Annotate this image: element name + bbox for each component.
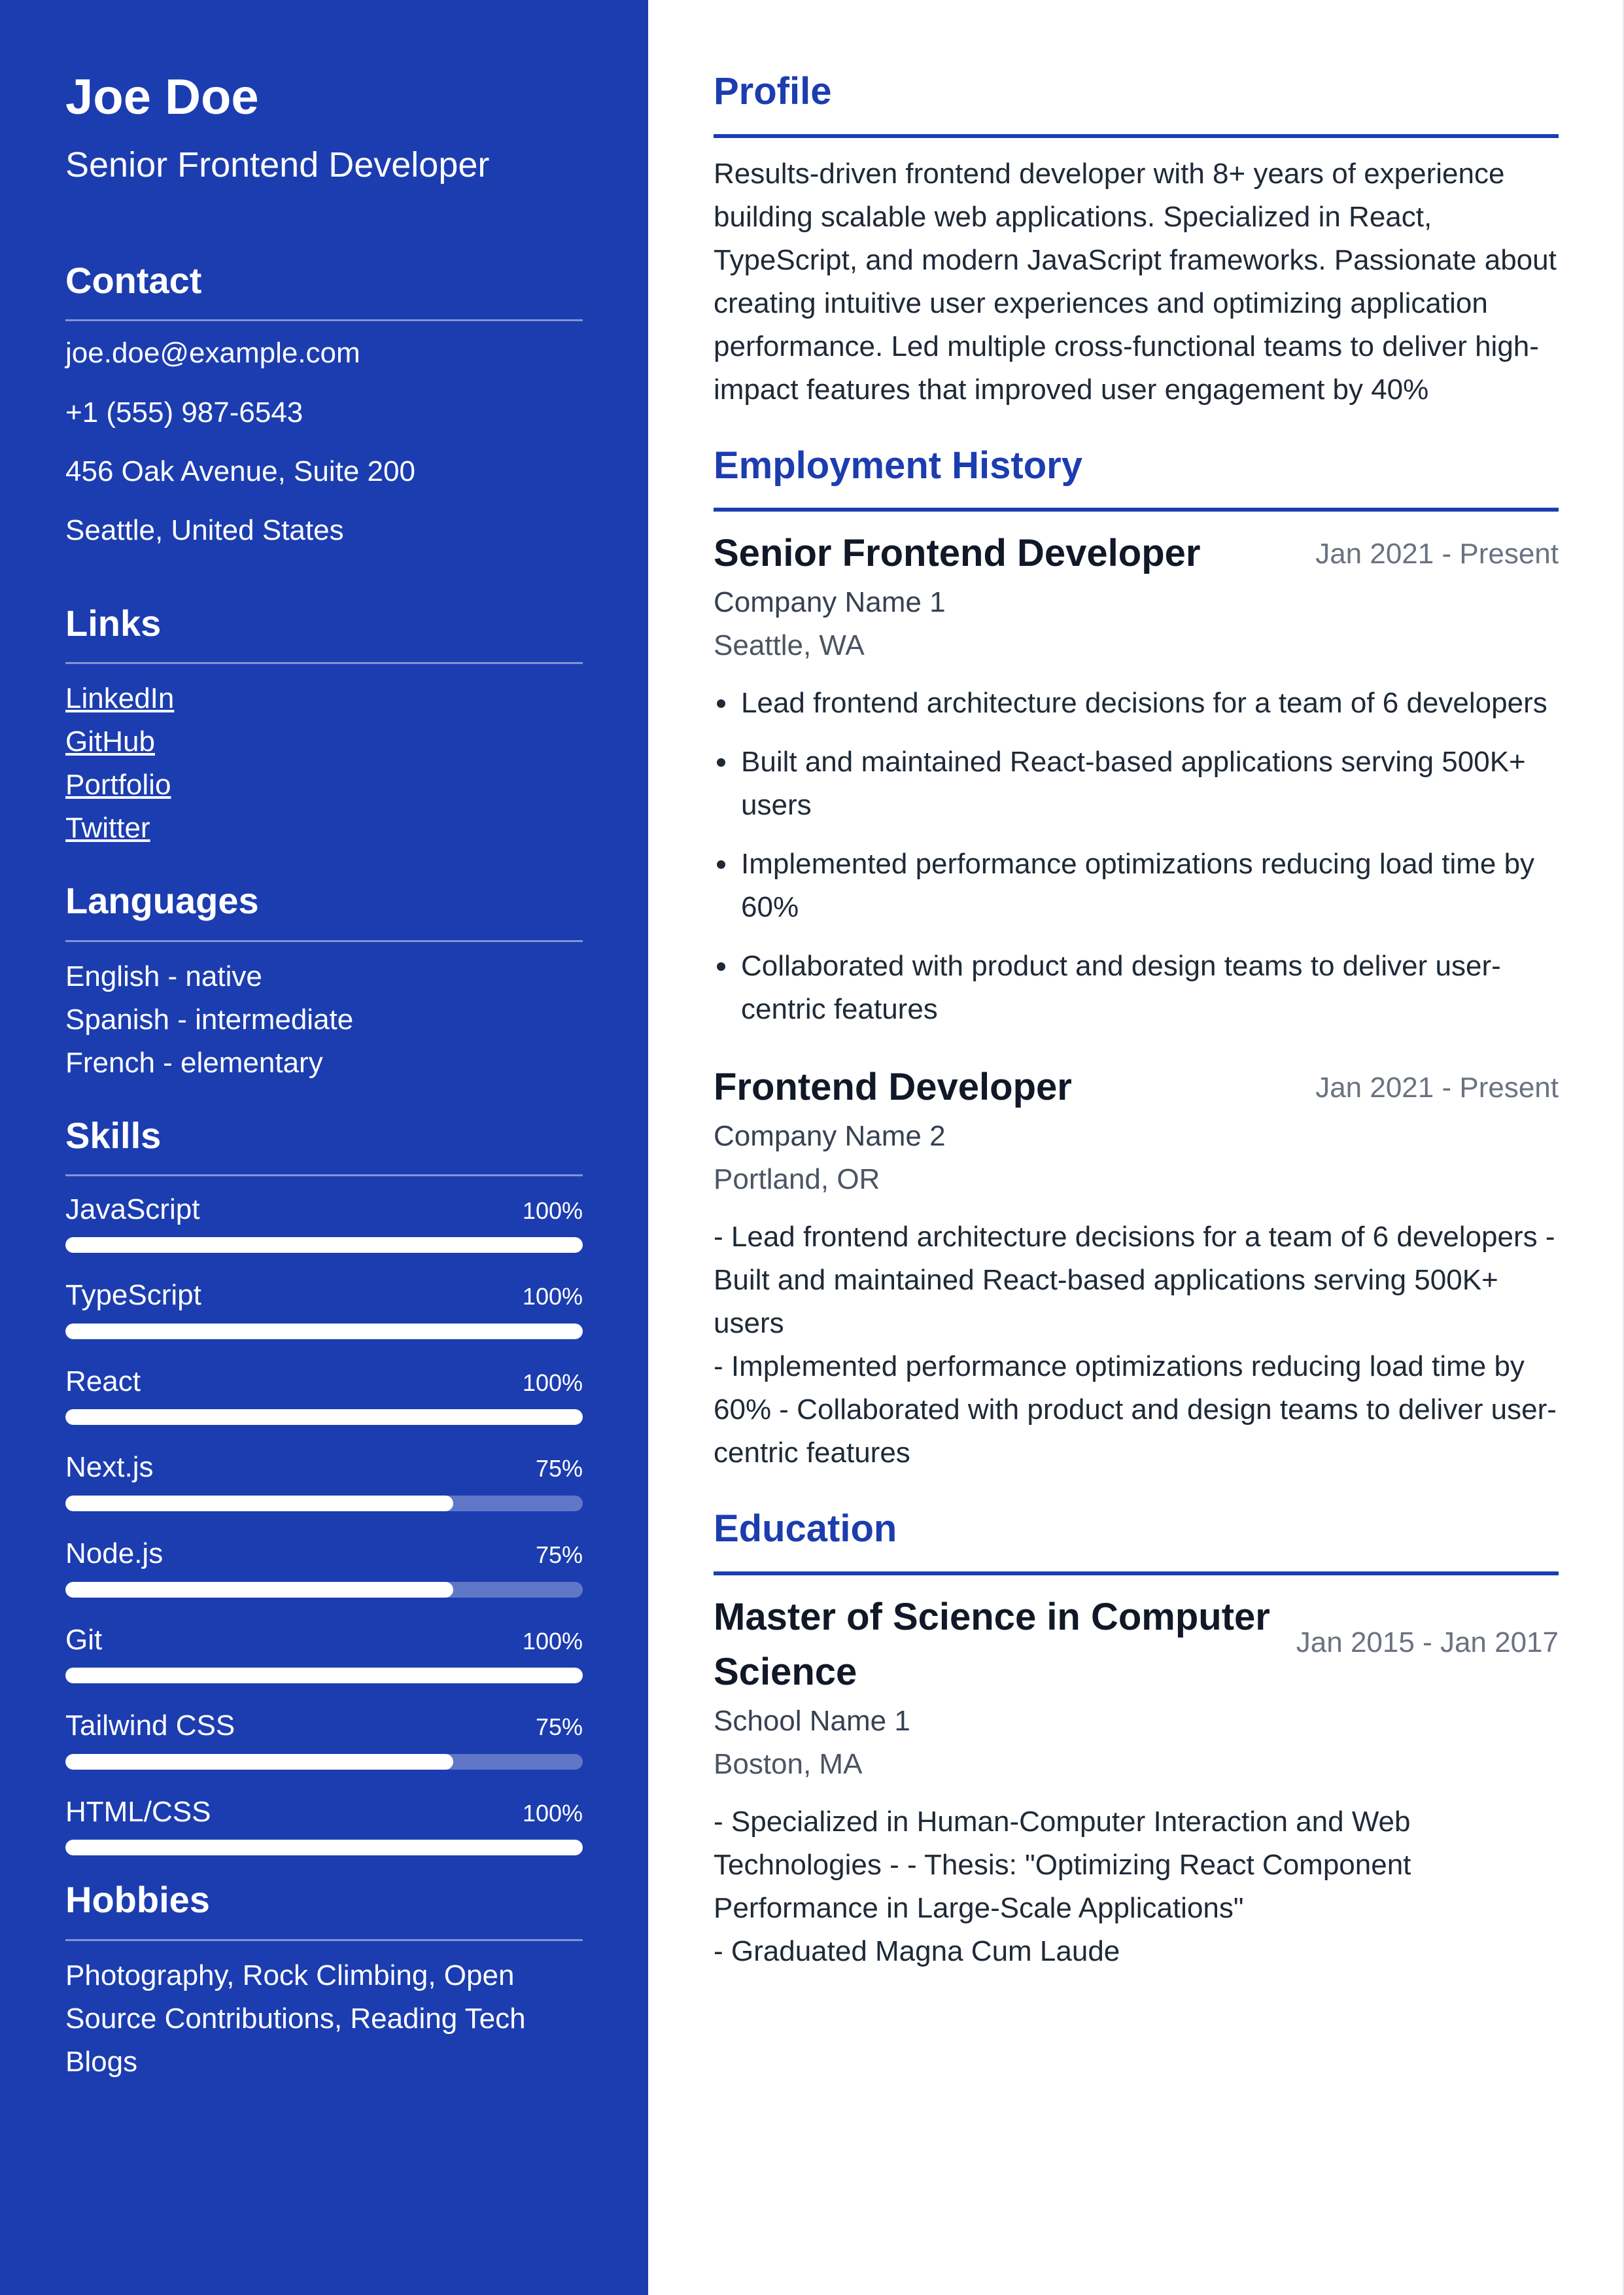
profile-text: Results-driven frontend developer with 8+ years of experience building scalable web applications. Specialized in React, TypeScript, and modern JavaScript frameworks. Passionate about creating intuitive user experiences and optimizing application performance. Led multiple cross-functional teams to deliver high-impact features that improved user engagement by 40%: [714, 157, 1557, 406]
skill-header: [65, 1189, 583, 1230]
skills-section: [65, 1113, 583, 1856]
job-title: Senior Frontend Developer: [714, 532, 1201, 575]
link-portfolio[interactable]: Portfolio: [65, 769, 171, 801]
skill-item: [65, 1620, 583, 1684]
skill-bar-track: [65, 1409, 583, 1425]
skill-name: Node.js: [65, 1537, 164, 1570]
education-location: Boston, MA: [714, 1748, 863, 1781]
skill-name: TypeScript: [65, 1279, 201, 1312]
skill-name: JavaScript: [65, 1193, 200, 1225]
hobbies-text: Photography, Rock Climbing, Open Source Contributions, Reading Tech Blogs: [65, 1959, 526, 2078]
job-bullets: [714, 682, 1559, 1031]
skill-bar-fill: [65, 1840, 583, 1855]
education-school: School Name 1: [714, 1705, 910, 1738]
skill-item: [65, 1706, 583, 1770]
skill-name: HTML/CSS: [65, 1795, 211, 1828]
main-content: [648, 0, 1624, 2295]
divider: [714, 508, 1559, 512]
skill-header: [65, 1706, 583, 1746]
divider: [714, 134, 1559, 138]
link-twitter[interactable]: Twitter: [65, 812, 150, 845]
skill-percent: 100%: [522, 1283, 583, 1310]
skill-item: [65, 1533, 583, 1598]
skills-list: [65, 1189, 583, 1856]
skill-item: [65, 1275, 583, 1339]
profile-heading: Profile: [714, 70, 832, 113]
languages-section: [65, 879, 583, 1084]
skill-percent: 100%: [522, 1627, 583, 1655]
skill-header: [65, 1620, 583, 1660]
job-location: Seattle, WA: [714, 629, 865, 662]
skill-bar-track: [65, 1237, 583, 1253]
skill-percent: 100%: [522, 1799, 583, 1827]
job-bullet: • Built and maintained React-based applications serving 500K+ users: [738, 741, 1559, 827]
skill-header: [65, 1447, 583, 1488]
education-description: - Specialized in Human-Computer Interaction and Web Technologies - - Thesis: "Optimizing React Component Performance in Large-Scale Applications" - Graduated Magna Cum Laude: [714, 1806, 1411, 1968]
languages-heading: Languages: [65, 880, 259, 922]
skill-bar-fill: [65, 1668, 583, 1683]
employment-heading: Employment History: [714, 444, 1082, 487]
job-header: [714, 1060, 1559, 1115]
contact-city: Seattle, United States: [65, 514, 344, 546]
divider: [714, 1571, 1559, 1575]
language-item: French - elementary: [65, 1046, 323, 1079]
link-linkedin[interactable]: LinkedIn: [65, 682, 175, 715]
skill-bar-fill: [65, 1496, 453, 1511]
skill-item: [65, 1792, 583, 1856]
skill-percent: 75%: [535, 1541, 583, 1569]
skill-header: [65, 1275, 583, 1316]
education-date: Jan 2015 - Jan 2017: [1296, 1626, 1559, 1658]
links-heading: Links: [65, 603, 162, 644]
job-entry: [714, 526, 1559, 1031]
skill-name: Tailwind CSS: [65, 1709, 235, 1742]
skill-bar-fill: [65, 1754, 453, 1770]
job-location: Portland, OR: [714, 1163, 880, 1196]
skill-header: [65, 1361, 583, 1402]
job-bullet: • Lead frontend architecture decisions for a team of 6 developers: [738, 682, 1559, 725]
contact-address: 456 Oak Avenue, Suite 200: [65, 455, 415, 487]
skill-bar-fill: [65, 1582, 453, 1598]
skill-name: React: [65, 1365, 141, 1397]
job-date: Jan 2021 - Present: [1315, 1072, 1559, 1104]
skill-bar-track: [65, 1323, 583, 1339]
employment-section: [714, 443, 1559, 1475]
skill-header: [65, 1792, 583, 1832]
skill-bar-fill: [65, 1409, 583, 1425]
job-bullet: • Collaborated with product and design teams to deliver user-centric features: [738, 945, 1559, 1031]
skill-percent: 75%: [535, 1713, 583, 1741]
candidate-name: Joe Doe: [65, 69, 259, 125]
profile-section: [714, 69, 1559, 412]
education-header: [714, 1590, 1559, 1700]
skill-bar-track: [65, 1754, 583, 1770]
skill-bar-track: [65, 1496, 583, 1511]
education-section: [714, 1506, 1559, 1973]
divider: [65, 319, 583, 321]
contact-email[interactable]: joe.doe@example.com: [65, 337, 360, 370]
divider: [65, 1174, 583, 1176]
skill-name: Next.js: [65, 1451, 154, 1484]
divider: [65, 662, 583, 664]
skill-header: [65, 1533, 583, 1574]
contact-phone[interactable]: +1 (555) 987-6543: [65, 396, 303, 429]
job-header: [714, 526, 1559, 581]
candidate-role: Senior Frontend Developer: [65, 145, 490, 185]
divider: [65, 1939, 583, 1941]
links-section: [65, 601, 583, 850]
job-bullet: • Implemented performance optimizations reducing load time by 60%: [738, 843, 1559, 929]
skill-percent: 100%: [522, 1369, 583, 1396]
job-company: Company Name 2: [714, 1120, 946, 1153]
job-company: Company Name 1: [714, 586, 946, 619]
skills-heading: Skills: [65, 1114, 162, 1156]
education-entry: [714, 1590, 1559, 1973]
divider: [65, 940, 583, 942]
skill-item: [65, 1189, 583, 1253]
hobbies-section: [65, 1878, 583, 2083]
skill-percent: 75%: [535, 1455, 583, 1482]
job-date: Jan 2021 - Present: [1315, 538, 1559, 570]
language-item: Spanish - intermediate: [65, 1003, 354, 1036]
sidebar: [0, 0, 648, 2295]
skill-bar-fill: [65, 1323, 583, 1339]
skill-bar-track: [65, 1582, 583, 1598]
skill-bar-track: [65, 1840, 583, 1855]
education-degree: Master of Science in Computer Science: [714, 1595, 1270, 1694]
education-heading: Education: [714, 1507, 897, 1550]
contact-heading: Contact: [65, 260, 202, 302]
skill-item: [65, 1361, 583, 1426]
skill-percent: 100%: [522, 1197, 583, 1224]
language-item: English - native: [65, 960, 262, 992]
hobbies-heading: Hobbies: [65, 1879, 210, 1921]
skill-bar-track: [65, 1668, 583, 1683]
link-github[interactable]: GitHub: [65, 726, 155, 758]
contact-section: [65, 258, 583, 549]
job-title: Frontend Developer: [714, 1066, 1072, 1109]
job-entry: [714, 1060, 1559, 1475]
skill-name: Git: [65, 1623, 103, 1656]
job-description: - Lead frontend architecture decisions for a team of 6 developers - Built and maintained React-based applications serving 500K+ users - Implemented performance optimizations reducing load time by 60% - Collaborated with product and design teams to deliver user-centric features: [714, 1221, 1557, 1469]
skill-item: [65, 1447, 583, 1511]
skill-bar-fill: [65, 1237, 583, 1253]
